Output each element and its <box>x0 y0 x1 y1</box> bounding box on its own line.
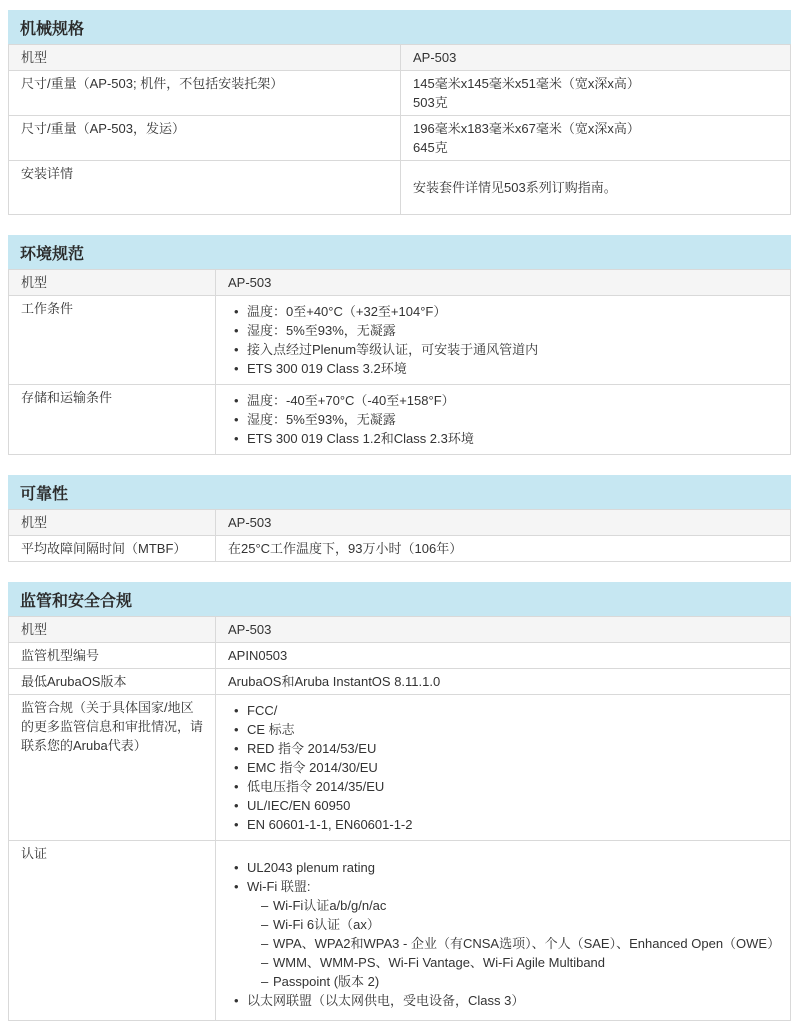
bullet-text: FCC/ <box>247 703 278 718</box>
section-title: 可靠性 <box>8 475 791 509</box>
row-label: 平均故障间隔时间（MTBF） <box>21 541 187 556</box>
row-label: 认证 <box>21 846 48 861</box>
bullet-item <box>234 877 781 991</box>
table-row <box>9 510 791 536</box>
value-line: 645克 <box>413 140 448 155</box>
bullet-text: 温度：-40至+70°C（-40至+158°F） <box>247 393 455 408</box>
row-value-cell <box>401 45 791 71</box>
sub-bullet-text: WPA、WPA2和WPA3 - 企业（有CNSA选项）、个人（SAE）、Enhanced Open（OWE） <box>273 936 781 951</box>
row-value-cell <box>216 536 791 562</box>
row-label-cell <box>9 695 216 841</box>
row-label-cell <box>9 45 401 71</box>
row-label: 机型 <box>21 275 48 290</box>
row-value-cell <box>216 510 791 536</box>
value-line: AP-503 <box>228 622 272 637</box>
row-label-cell <box>9 536 216 562</box>
value-line: AP-503 <box>228 275 272 290</box>
row-value-cell <box>216 669 791 695</box>
value-line: AP-503 <box>413 50 457 65</box>
row-label-cell <box>9 617 216 643</box>
bullet-text: 以太网联盟（以太网供电，受电设备，Class 3） <box>247 993 525 1008</box>
table-row <box>9 841 791 1021</box>
spec-table-section <box>8 582 791 1021</box>
spec-table <box>8 509 791 562</box>
bullet-item <box>234 758 778 777</box>
value-line: ArubaOS和Aruba InstantOS 8.11.1.0 <box>228 674 441 689</box>
bullet-item <box>234 858 778 877</box>
row-label: 尺寸/重量（AP-503，发运） <box>21 121 185 136</box>
row-value-cell <box>216 617 791 643</box>
spec-table-section <box>8 10 791 215</box>
row-label: 机型 <box>21 50 48 65</box>
row-label-cell <box>9 270 216 296</box>
bullet-item <box>234 410 778 429</box>
bullet-list <box>228 858 781 1010</box>
sub-bullet-item <box>261 972 778 991</box>
bullet-text: 接入点经过Plenum等级认证，可安装于通风管道内 <box>247 342 539 357</box>
bullet-item <box>234 815 778 834</box>
row-label: 机型 <box>21 622 48 637</box>
bullet-item <box>234 359 778 378</box>
table-row <box>9 669 791 695</box>
bullet-item <box>234 991 778 1010</box>
row-label-cell <box>9 71 401 116</box>
bullet-item <box>234 391 778 410</box>
sub-bullet-text: Passpoint (版本 2) <box>273 974 380 989</box>
row-value-cell <box>216 643 791 669</box>
table-row <box>9 643 791 669</box>
bullet-text: CE 标志 <box>247 722 295 737</box>
spec-table-section <box>8 475 791 562</box>
row-value-cell <box>216 296 791 385</box>
sub-bullet-item <box>261 915 778 934</box>
row-value-cell <box>216 841 791 1021</box>
value-line: APIN0503 <box>228 648 288 663</box>
table-row <box>9 385 791 455</box>
row-label-cell <box>9 643 216 669</box>
table-row <box>9 296 791 385</box>
value-line: 安装套件详情见503系列订购指南。 <box>413 180 617 195</box>
bullet-text: UL2043 plenum rating <box>247 860 375 875</box>
row-label-cell <box>9 296 216 385</box>
row-label-cell <box>9 510 216 536</box>
bullet-text: Wi-Fi 联盟: <box>247 879 311 894</box>
row-value-cell <box>216 385 791 455</box>
row-label-cell <box>9 669 216 695</box>
table-row <box>9 161 791 215</box>
row-label: 尺寸/重量（AP-503; 机件，不包括安装托架） <box>21 76 284 91</box>
sub-bullet-item <box>261 934 781 953</box>
sub-bullet-text: Wi-Fi 6认证（ax） <box>273 917 380 932</box>
bullet-text: 湿度：5%至93%，无凝露 <box>247 412 396 427</box>
bullet-item <box>234 720 778 739</box>
row-label: 安装详情 <box>21 166 74 181</box>
bullet-text: RED 指令 2014/53/EU <box>247 741 377 756</box>
value-line: 145毫米x145毫米x51毫米（宽x深x高） <box>413 76 640 91</box>
spec-table-section <box>8 235 791 455</box>
row-label-cell <box>9 385 216 455</box>
row-label: 工作条件 <box>21 301 74 316</box>
row-label: 存储和运输条件 <box>21 390 113 405</box>
bullet-item <box>234 701 778 720</box>
bullet-text: ETS 300 019 Class 3.2环境 <box>247 361 407 376</box>
bullet-item <box>234 796 778 815</box>
bullet-list <box>228 701 778 834</box>
bullet-list <box>228 302 778 378</box>
bullet-item <box>234 739 778 758</box>
value-line: 196毫米x183毫米x67毫米（宽x深x高） <box>413 121 640 136</box>
row-value-cell <box>216 270 791 296</box>
section-title: 机械规格 <box>8 10 791 44</box>
row-label: 监管合规（关于具体国家/地区的更多监管信息和审批情况，请联系您的Aruba代表） <box>21 700 204 753</box>
bullet-item <box>234 340 778 359</box>
table-row <box>9 270 791 296</box>
bullet-text: 温度：0至+40°C（+32至+104°F） <box>247 304 447 319</box>
bullet-text: EMC 指令 2014/30/EU <box>247 760 378 775</box>
row-label: 最低ArubaOS版本 <box>21 674 127 689</box>
sub-bullet-list <box>247 896 781 991</box>
sub-bullet-item <box>261 953 778 972</box>
bullet-text: 湿度：5%至93%，无凝露 <box>247 323 396 338</box>
table-row <box>9 116 791 161</box>
section-title: 环境规范 <box>8 235 791 269</box>
bullet-item <box>234 777 778 796</box>
table-row <box>9 617 791 643</box>
bullet-item <box>234 429 778 448</box>
bullet-text: 低电压指令 2014/35/EU <box>247 779 385 794</box>
section-title: 监管和安全合规 <box>8 582 791 616</box>
row-value-cell <box>401 71 791 116</box>
sub-bullet-text: WMM、WMM-PS、Wi-Fi Vantage、Wi-Fi Agile Multiband <box>273 955 606 970</box>
row-label: 监管机型编号 <box>21 648 100 663</box>
row-label-cell <box>9 161 401 215</box>
bullet-item <box>234 302 778 321</box>
table-row <box>9 536 791 562</box>
spec-table <box>8 616 791 1021</box>
row-label-cell <box>9 841 216 1021</box>
bullet-text: EN 60601-1-1, EN60601-1-2 <box>247 817 413 832</box>
table-row <box>9 695 791 841</box>
value-line: 503克 <box>413 95 448 110</box>
row-value-cell <box>401 161 791 215</box>
sub-bullet-text: Wi-Fi认证a/b/g/n/ac <box>273 898 387 913</box>
row-label: 机型 <box>21 515 48 530</box>
bullet-list <box>228 391 778 448</box>
bullet-item <box>234 321 778 340</box>
bullet-text: ETS 300 019 Class 1.2和Class 2.3环境 <box>247 431 474 446</box>
row-label-cell <box>9 116 401 161</box>
table-row <box>9 71 791 116</box>
spec-table <box>8 269 791 455</box>
table-row <box>9 45 791 71</box>
spec-table <box>8 44 791 215</box>
sub-bullet-item <box>261 896 778 915</box>
row-value-cell <box>216 695 791 841</box>
value-line: AP-503 <box>228 515 272 530</box>
bullet-text: UL/IEC/EN 60950 <box>247 798 351 813</box>
row-value-cell <box>401 116 791 161</box>
value-line: 在25°C工作温度下，93万小时（106年） <box>228 541 463 556</box>
